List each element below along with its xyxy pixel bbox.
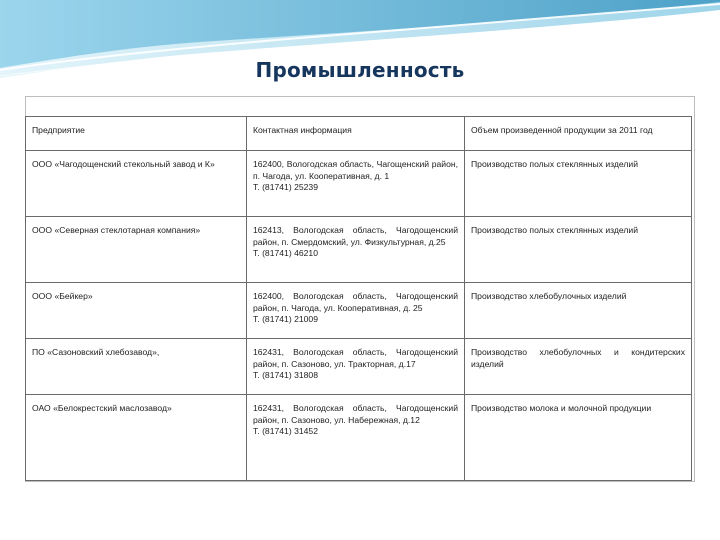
company-cell: ООО «Бейкер» — [26, 283, 247, 339]
production-cell: Производство хлебобулочных изделий — [465, 283, 692, 339]
table-row — [26, 395, 692, 481]
company-cell: ООО «Северная стеклотарная компания» — [26, 217, 247, 283]
production-cell: Производство полых стеклянных изделий — [465, 217, 692, 283]
header-company: Предприятие — [26, 117, 247, 151]
table-row — [26, 339, 692, 395]
page-title: Промышленность — [255, 58, 465, 82]
contact-address: 162431, Вологодская область, Чагодощенский район, п. Сазоново, ул. Тракторная, д.17 — [253, 347, 458, 369]
contact-cell — [247, 395, 465, 481]
contact-address: 162400, Вологодская область, Чагощенский район, п. Чагода, ул. Кооперативная, д. 1 — [253, 159, 458, 181]
industry-table — [25, 116, 692, 481]
contact-cell — [247, 339, 465, 395]
table-header-row — [26, 117, 692, 151]
company-cell: ООО «Чагодощенский стекольный завод и К» — [26, 151, 247, 217]
header-contact: Контактная информация — [247, 117, 465, 151]
table-row — [26, 151, 692, 217]
contact-cell — [247, 151, 465, 217]
contact-phone: Т. (81741) 46210 — [253, 248, 318, 258]
contact-address: 162400, Вологодская область, Чагодощенский район, п. Чагода, ул. Кооперативная, д. 25 — [253, 291, 458, 313]
production-cell: Производство полых стеклянных изделий — [465, 151, 692, 217]
contact-phone: Т. (81741) 31808 — [253, 370, 318, 380]
contact-phone: Т. (81741) 31452 — [253, 426, 318, 436]
contact-cell — [247, 283, 465, 339]
contact-address: 162413, Вологодская область, Чагодощенский район, п. Смердомский, ул. Физкультурная, д.25 — [253, 225, 458, 247]
contact-cell — [247, 217, 465, 283]
contact-phone: Т. (81741) 21009 — [253, 314, 318, 324]
production-cell: Производство молока и молочной продукции — [465, 395, 692, 481]
table-row — [26, 217, 692, 283]
company-cell: ОАО «Белокрестский маслозавод» — [26, 395, 247, 481]
header-production: Объем произведенной продукции за 2011 год — [465, 117, 692, 151]
production-cell: Производство хлебобулочных и кондитерских изделий — [465, 339, 692, 395]
contact-phone: Т. (81741) 25239 — [253, 182, 318, 192]
table-row — [26, 283, 692, 339]
contact-address: 162431, Вологодская область, Чагодощенский район, п. Сазоново, ул. Набережная, д.12 — [253, 403, 458, 425]
header-wave-decoration — [0, 0, 720, 100]
company-cell: ПО «Сазоновский хлебозавод», — [26, 339, 247, 395]
